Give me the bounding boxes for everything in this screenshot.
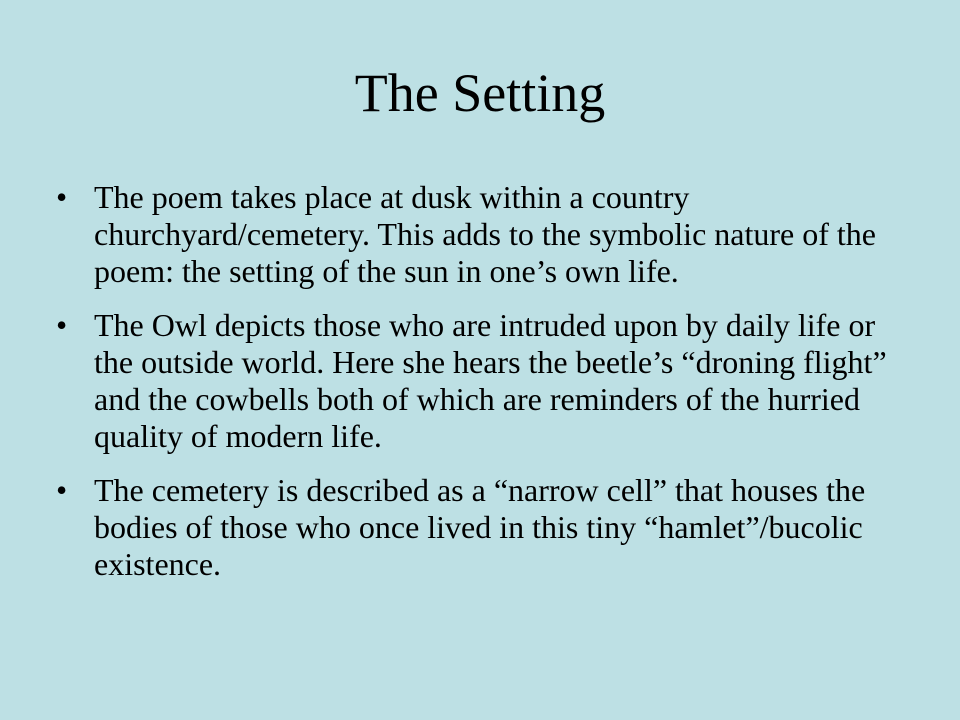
bullet-item (56, 307, 916, 455)
slide-title: The Setting (354, 63, 606, 123)
bullet-point-icon: • (56, 179, 68, 215)
bullet-text: The cemetery is described as a “narrow cell” that houses the bodies of those who once lived in this tiny “hamlet”/bucolic existence. (94, 472, 866, 582)
bullet-point-icon: • (56, 472, 68, 508)
bullet-list (56, 179, 916, 600)
bullet-text: The Owl depicts those who are intruded upon by daily life or the outside world. Here she hears the beetle’s “droning flight” and the cowbells both of which are reminders of the hurried quality of modern life. (94, 307, 887, 454)
bullet-item (56, 472, 916, 583)
bullet-point-icon: • (56, 307, 68, 343)
bullet-text: The poem takes place at dusk within a country churchyard/cemetery. This adds to the symbolic nature of the poem: the setting of the sun in one’s own life. (94, 179, 876, 289)
bullet-item (56, 179, 916, 290)
